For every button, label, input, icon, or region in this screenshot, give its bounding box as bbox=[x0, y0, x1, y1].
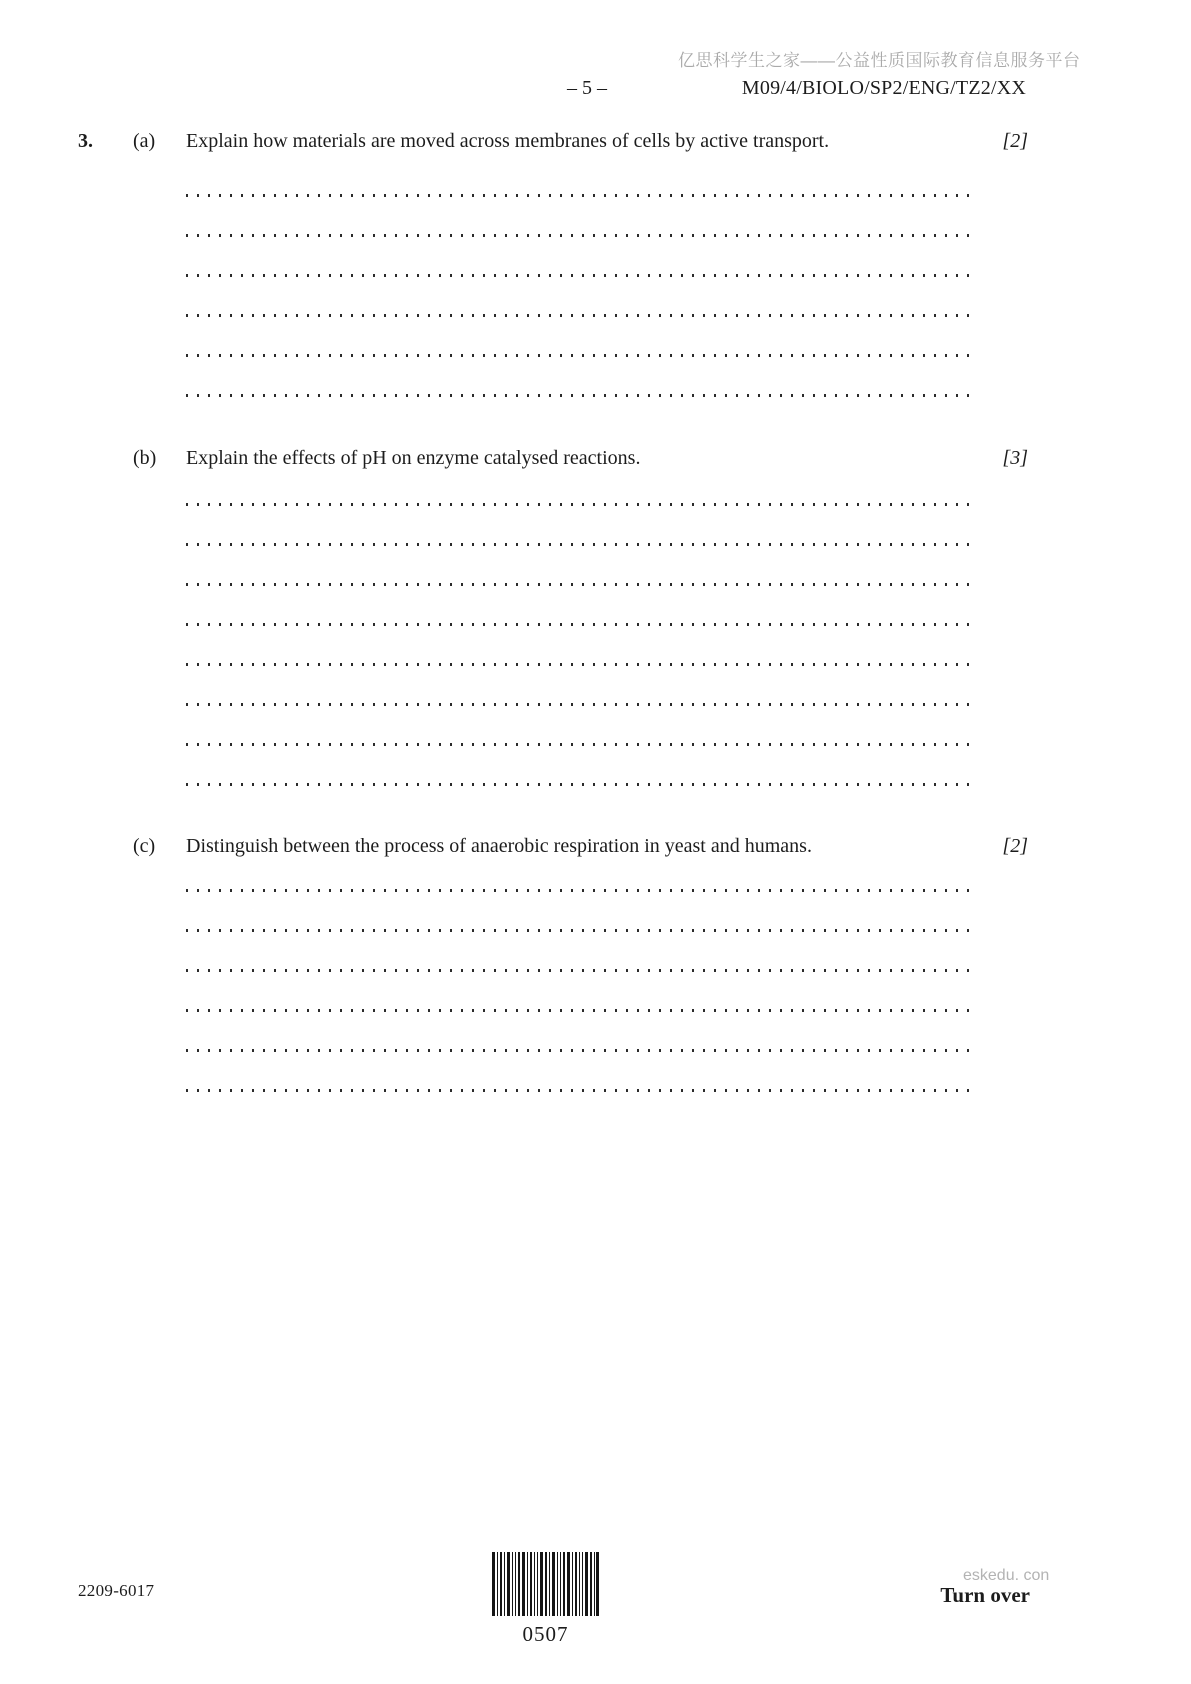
part-b-label: (b) bbox=[133, 447, 157, 469]
page-number: – 5 – bbox=[567, 77, 607, 99]
answer-dotted-line bbox=[186, 503, 975, 506]
answer-dotted-line bbox=[186, 543, 975, 546]
part-c-marks: [2] bbox=[1002, 835, 1028, 857]
part-b-question-text: Explain the effects of pH on enzyme catalysed reactions. bbox=[186, 447, 641, 469]
answer-dotted-line bbox=[186, 354, 975, 357]
part-c-label: (c) bbox=[133, 835, 156, 857]
answer-dotted-line bbox=[186, 929, 975, 932]
part-a-answer-area bbox=[186, 194, 975, 434]
part-a-question-text: Explain how materials are moved across membranes of cells by active transport. bbox=[186, 130, 830, 152]
answer-dotted-line bbox=[186, 234, 975, 237]
chinese-watermark: 亿思科学生之家——公益性质国际教育信息服务平台 bbox=[678, 51, 1081, 70]
part-b-marks: [3] bbox=[1002, 447, 1028, 469]
answer-dotted-line bbox=[186, 703, 975, 706]
part-a-marks: [2] bbox=[1002, 130, 1028, 152]
answer-dotted-line bbox=[186, 1089, 975, 1092]
answer-dotted-line bbox=[186, 969, 975, 972]
answer-dotted-line bbox=[186, 394, 975, 397]
answer-dotted-line bbox=[186, 889, 975, 892]
answer-dotted-line bbox=[186, 663, 975, 666]
turn-over-label: Turn over bbox=[940, 1583, 1030, 1607]
answer-dotted-line bbox=[186, 1009, 975, 1012]
answer-dotted-line bbox=[186, 274, 975, 277]
part-a-label: (a) bbox=[133, 130, 156, 152]
barcode-digits: 0507 bbox=[522, 1622, 569, 1646]
barcode bbox=[492, 1552, 599, 1647]
barcode-image bbox=[492, 1552, 599, 1616]
answer-dotted-line bbox=[186, 194, 975, 197]
answer-dotted-line bbox=[186, 314, 975, 317]
paper-code: M09/4/BIOLO/SP2/ENG/TZ2/XX bbox=[741, 77, 1026, 99]
answer-dotted-line bbox=[186, 583, 975, 586]
answer-dotted-line bbox=[186, 743, 975, 746]
part-b-answer-area bbox=[186, 503, 975, 823]
part-c-answer-area bbox=[186, 889, 975, 1129]
answer-dotted-line bbox=[186, 1049, 975, 1052]
site-watermark: eskedu. con bbox=[963, 1567, 1050, 1584]
answer-dotted-line bbox=[186, 623, 975, 626]
question-number: 3. bbox=[78, 130, 93, 152]
answer-dotted-line bbox=[186, 783, 975, 786]
document-number: 2209-6017 bbox=[78, 1581, 155, 1600]
part-c-question-text: Distinguish between the process of anaerobic respiration in yeast and humans. bbox=[186, 835, 812, 857]
